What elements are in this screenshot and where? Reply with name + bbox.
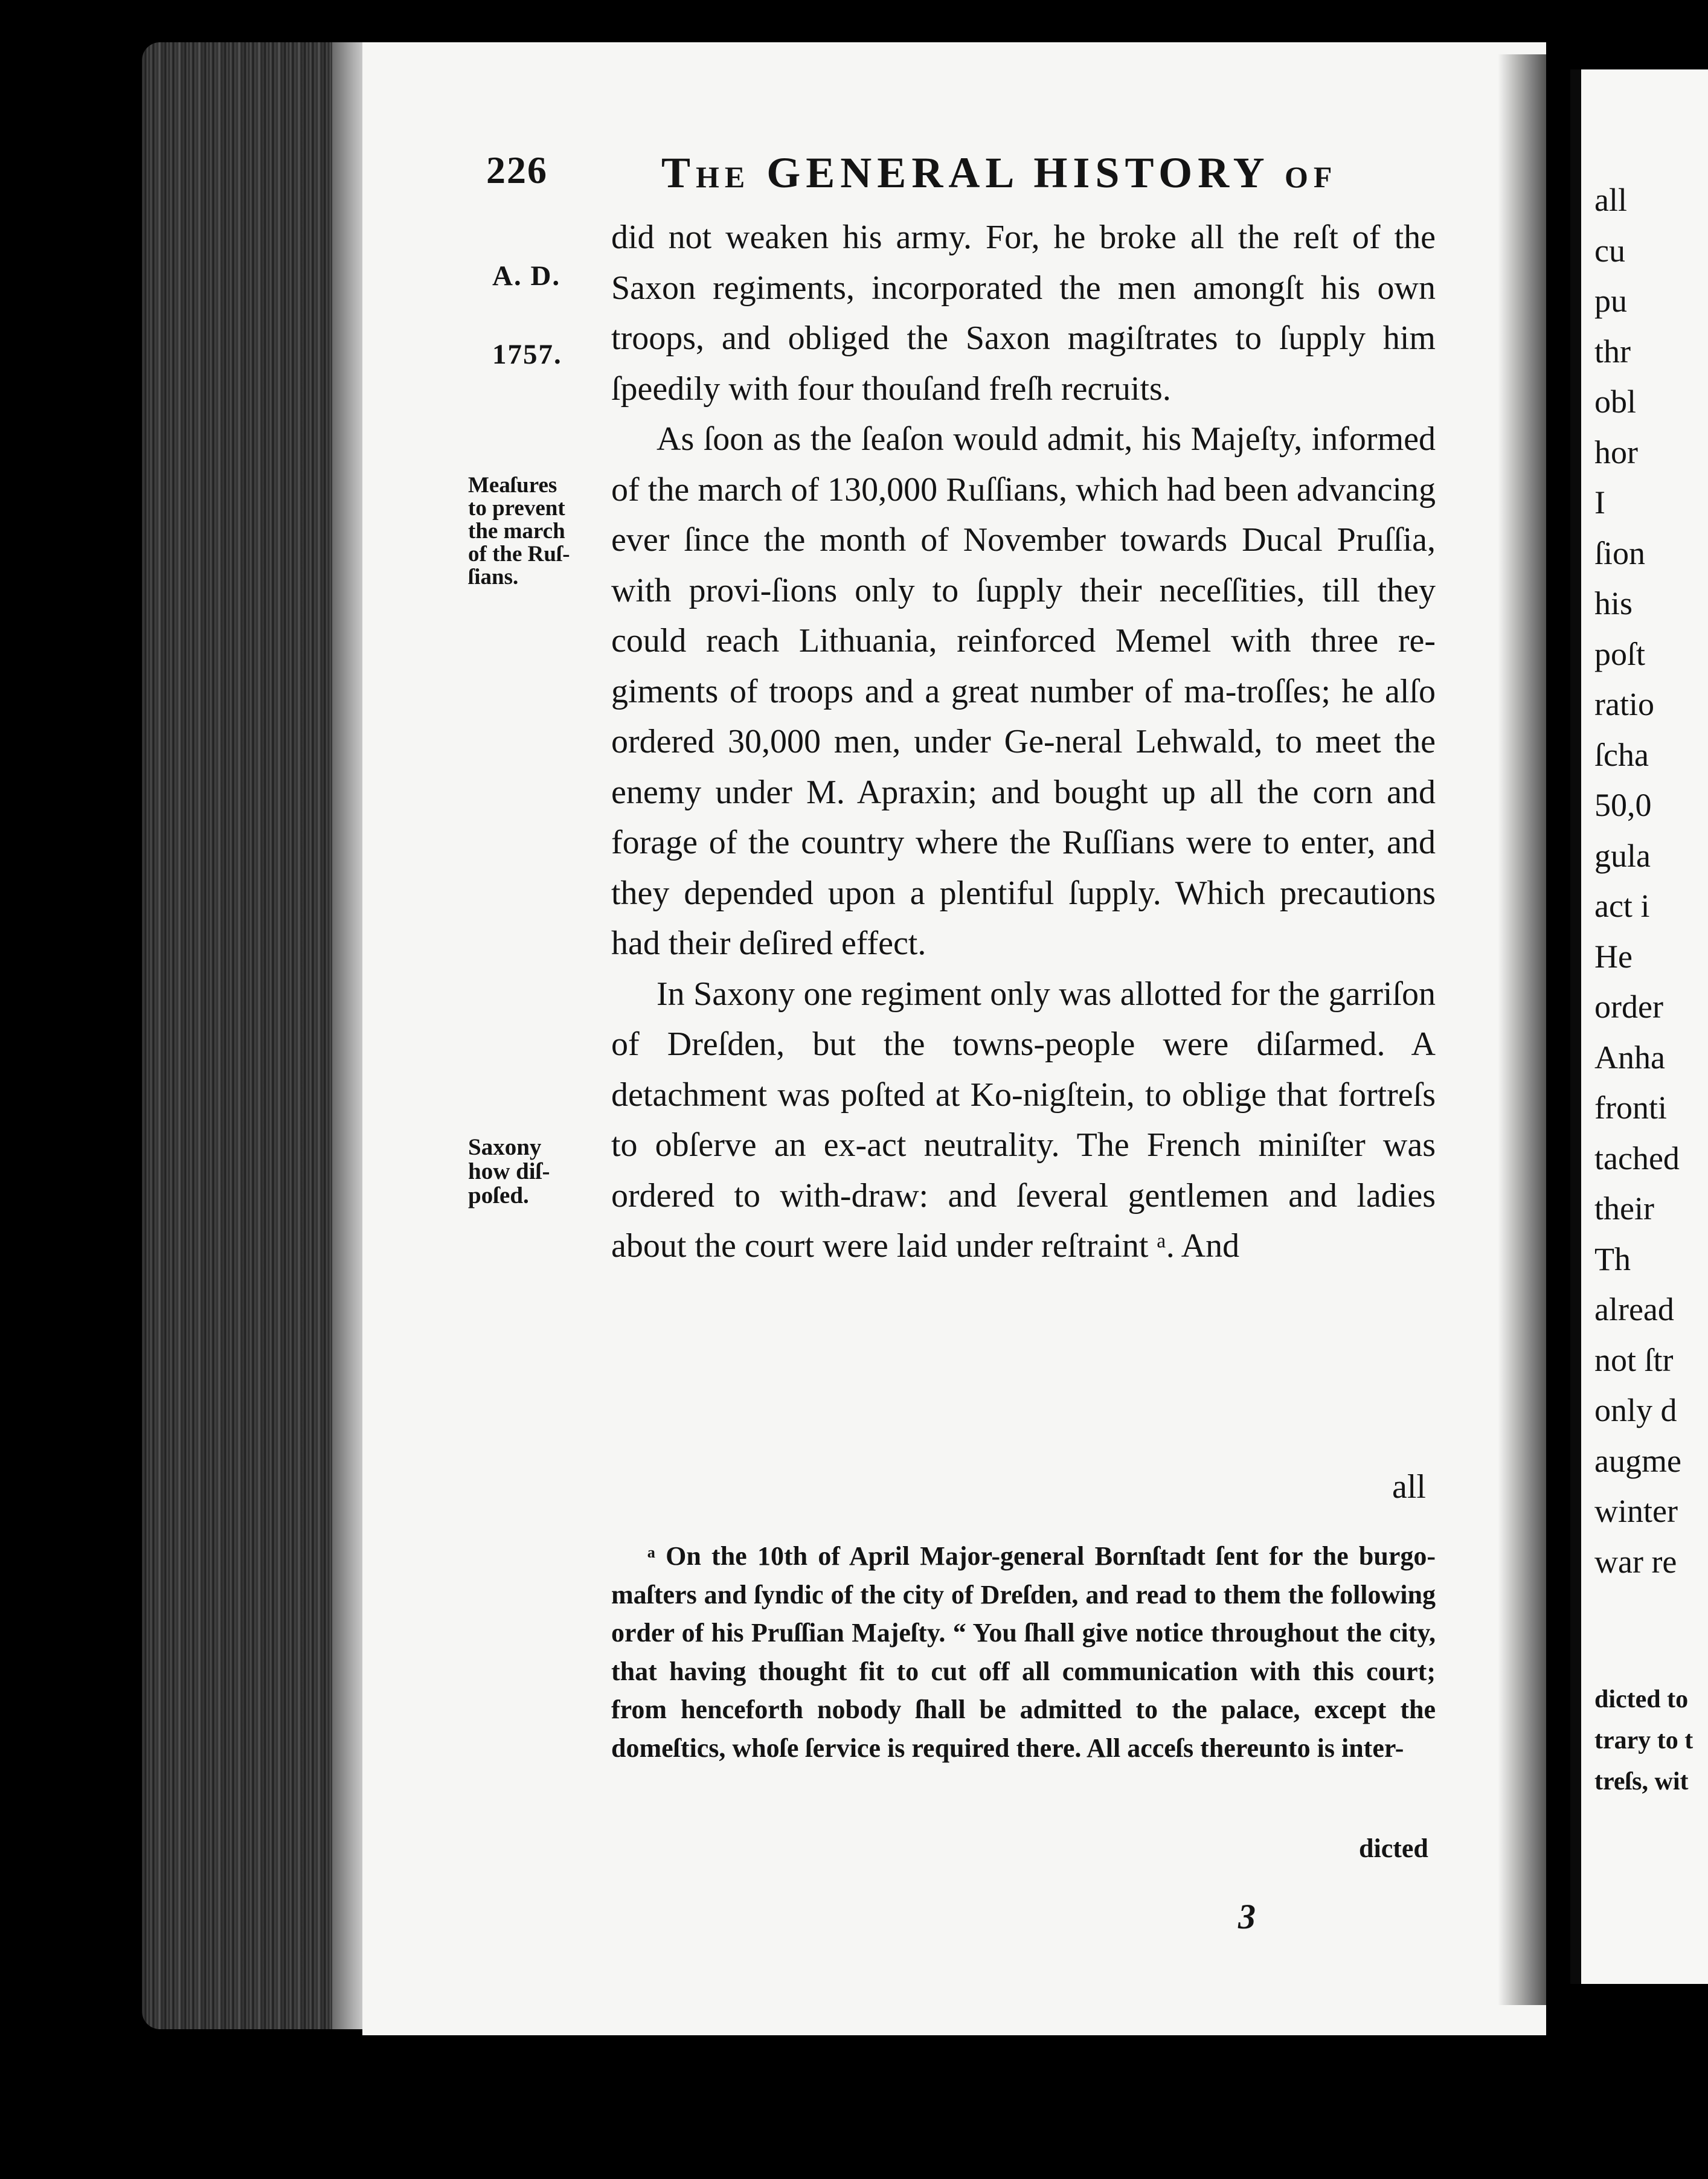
title-main: GENERAL HISTORY [766,149,1268,197]
right-page-line: gula [1594,837,1651,874]
paragraph-1: did not weaken his army. For, he broke all the reſt of the Saxon regiments, incorporated the men amongſt his own troops, and obliged the Saxon magiſtrates to ſupply him ſpeedily with four thouſand freſh recruits. [611,219,1436,408]
catchword: all [1392,1468,1426,1506]
right-page-line: thr [1594,333,1631,370]
title-prefix-cap: T [661,149,696,197]
right-page-line: order [1594,989,1663,1025]
right-page-line: 50,0 [1594,787,1652,823]
right-page-line: alread [1594,1291,1674,1327]
right-page-footnote-line: trary to t [1594,1727,1694,1754]
right-page-line: ſion [1594,534,1646,571]
paragraph-2: As ſoon as the ſeaſon would admit, his Majeſty, informed of the march of 130,000 Ruſſians, which had been advancing ever ſince the month of November towards Ducal Pruſſia, with provi-ſions only to ſupply their neceſſities, till they could reach Lithuania, reinforced Memel with three re-giments of troops and a great number of ma-troſſes; he alſo ordered 30,000 men, under Ge-neral Lehwald, to meet the enemy under M. Apraxin; and bought up all the corn and forage of the country where the Ruſſians were to enter, and they depended upon a plentiful ſupply. Which precautions had their deſired effect. [611,420,1436,962]
body-text [611,213,1436,1272]
right-page-line: pu [1594,283,1627,319]
paragraph-3: In Saxony one regiment only was allotted for the garriſon of Dreſden, but the towns-people were diſarmed. A detachment was poſted at Ko-nigſtein, to oblige that fortreſs to obſerve an ex-act neutrality. The French miniſter was ordered to with-draw: and ſeveral gentlemen and ladies about the court were laid under reſtraint ᵃ. And [611,975,1436,1265]
title-prefix-rest: HE [696,160,751,194]
footnote-text: ᵃ On the 10th of April Major-general Bornſtadt ſent for the burgo-maſters and ſyndic of the city of Dreſden, and read to them the following order of his Pruſſian Majeſty. “ You ſhall give notice throughout the city, that having thought fit to cut off all communication with this court; from henceforth nobody ſhall be admitted to the palace, except the domeſtics, whoſe ſervice is required there. All acceſs thereunto is inter- [611,1541,1436,1763]
right-page-line: Th [1594,1240,1631,1277]
right-page-line: his [1594,585,1633,621]
right-page-text [1581,69,1708,1984]
sidenote-saxony: Saxony how diſ- poſed. [468,1134,550,1208]
right-page-line: act i [1594,888,1650,924]
right-page-line: ſcha [1594,736,1649,773]
sidenote-measures: Meaſures to prevent the march of the Ruſ- ſians. [468,473,570,589]
right-page-line: all [1594,182,1627,218]
right-page-line: fronti [1594,1090,1667,1126]
signature-mark: 3 [1238,1897,1256,1936]
page-number: 226 [486,149,548,191]
right-page-line: augme [1594,1442,1681,1479]
running-head [486,148,1434,202]
right-page-line: Anha [1594,1039,1665,1076]
right-page-line: war re [1594,1543,1677,1580]
year-value: 1757. [492,339,562,370]
right-page-footnote-line: dicted to [1594,1686,1689,1713]
right-page-line: their [1594,1190,1654,1227]
year-label: A. D. [492,260,561,292]
right-page-line: cu [1594,232,1625,269]
right-page-line: I [1594,484,1605,521]
right-page-line: not ſtr [1594,1341,1674,1378]
running-title [661,148,1337,198]
right-page-line: ratio [1594,686,1654,722]
right-page-line: He [1594,938,1633,975]
right-page-line: winter [1594,1493,1678,1529]
right-page-line: hor [1594,434,1638,470]
right-page-line: poſt [1594,635,1646,672]
right-page-footnote-line: treſs, wit [1594,1768,1689,1796]
footnote-catchword: dicted [1359,1834,1428,1863]
right-page-line: tached [1594,1140,1680,1176]
book-page-edges [142,42,368,2029]
title-suffix: OF [1284,160,1338,194]
book-gutter-shadow [1498,54,1570,2005]
footnote [611,1537,1436,1767]
right-page-line: obl [1594,383,1637,420]
year-sidenote [492,217,628,414]
right-page-line: only d [1594,1392,1677,1428]
